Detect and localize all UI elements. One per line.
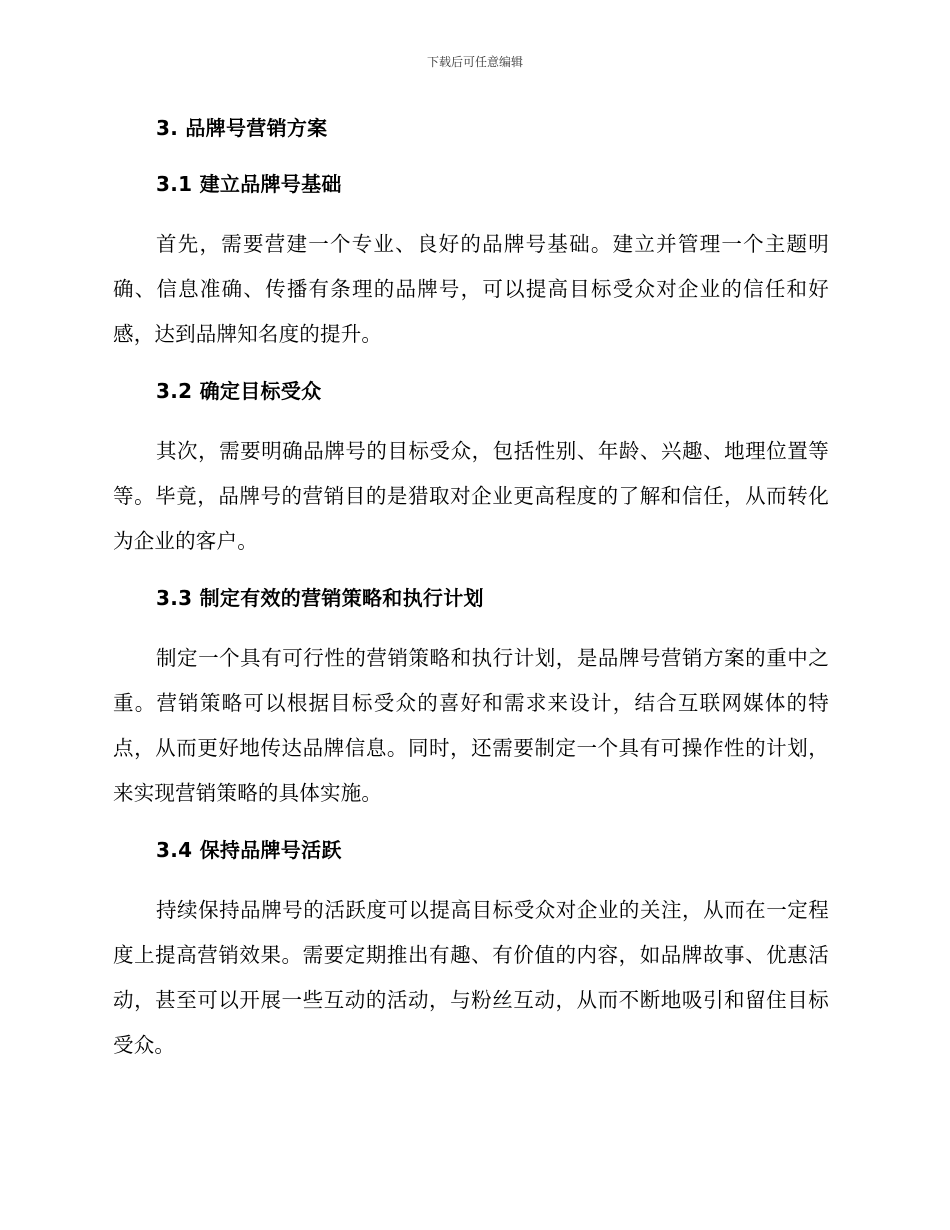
subsection-heading-3-3: 3.3 制定有效的营销策略和执行计划 — [156, 586, 484, 610]
paragraph-3-1: 首先，需要营建一个专业、良好的品牌号基础。建立并管理一个主题明确、信息准确、传播有条理的品牌号，可以提高目标受众对企业的信任和好感，达到品牌知名度的提升。 — [113, 232, 829, 346]
subsection-heading-3-2: 3.2 确定目标受众 — [156, 379, 322, 403]
paragraph-3-2: 其次，需要明确品牌号的目标受众，包括性别、年龄、兴趣、地理位置等等。毕竟，品牌号的营销目的是猎取对企业更高程度的了解和信任，从而转化为企业的客户。 — [113, 439, 829, 553]
document-body — [113, 110, 829, 1084]
header-note: 下载后可任意编辑 — [426, 55, 523, 69]
subsection-heading-3-1: 3.1 建立品牌号基础 — [156, 172, 342, 196]
paragraph-3-4: 持续保持品牌号的活跃度可以提高目标受众对企业的关注，从而在一定程度上提高营销效果。需要定期推出有趣、有价值的内容，如品牌故事、优惠活动，甚至可以开展一些互动的活动，与粉丝互动，从而不断地吸引和留住目标受众。 — [113, 898, 829, 1057]
subsection-heading-3-4: 3.4 保持品牌号活跃 — [156, 838, 342, 862]
section-title: 3. 品牌号营销方案 — [156, 116, 328, 140]
paragraph-3-3: 制定一个具有可行性的营销策略和执行计划，是品牌号营销方案的重中之重。营销策略可以根据目标受众的喜好和需求来设计，结合互联网媒体的特点，从而更好地传达品牌信息。同时，还需要制定一个具有可操作性的计划，来实现营销策略的具体实施。 — [113, 646, 829, 805]
